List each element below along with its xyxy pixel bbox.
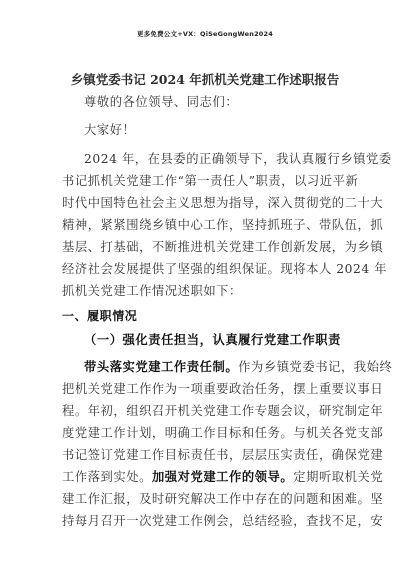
salutation: 尊敬的各位领导、同志们： (84, 95, 239, 109)
intro-line: 时代中国特色社会主义思想为指导，深入贯彻党的二十大 (62, 196, 384, 210)
intro-line: 抓机关党建工作情况述职如下： (62, 284, 242, 298)
paragraph-line: 持每月召开一次党建工作例会，总结经验，查找不足，安 (62, 514, 384, 528)
paragraph-line: 把机关党建工作作为一项重要政治任务，摆上重要议事日 (62, 382, 384, 396)
paragraph-line: 书记签订党建工作目标责任书，层层压实责任，确保党建 (62, 448, 384, 462)
paragraph-line: 度党建工作计划，明确工作目标和任务。与机关各党支部 (62, 426, 384, 440)
line-text: 定期听取机关党 (293, 470, 384, 484)
paragraph-line: 程。年初，组织召开机关党建工作专题会议，研究制定年 (62, 404, 384, 418)
intro-line: 基层、打基础，不断推进机关党建工作创新发展，为乡镇 (62, 240, 384, 254)
bold-lead: 带头落实党建工作责任制。 (84, 359, 239, 374)
bold-lead: 加强对党建工作的领导。 (151, 469, 294, 484)
intro-line: 经济社会发展提供了坚强的组织保证。现将本人 2024 年 (62, 262, 388, 276)
subsection-heading: （一）强化责任担当，认真履行党建工作职责 (84, 332, 341, 347)
line-text: 工作落到实处。 (62, 470, 152, 484)
intro-line: 2024 年，在县委的正确领导下，我认真履行乡镇党委 (84, 152, 392, 166)
paragraph-line (62, 469, 384, 485)
report-title: 乡镇党委书记 2024 年抓机关党建工作述职报告 (70, 72, 340, 87)
line-text: 作为乡镇党委书记，我始终 (238, 360, 393, 374)
greeting: 大家好！ (84, 123, 136, 137)
intro-line: 精神，紧紧围绕乡镇中心工作，坚持抓班子、带队伍，抓 (62, 218, 384, 232)
paragraph-line: 建工作汇报，及时研究解决工作中存在的问题和困难。坚 (62, 492, 384, 506)
section-heading: 一、履职情况 (62, 309, 138, 323)
intro-line: 书记抓机关党建工作“第一责任人”职责，以习近平新 (62, 174, 359, 188)
paragraph-line (84, 359, 393, 375)
header-note: 更多免费公文+VX：QiSeGongWen2024 (137, 30, 273, 38)
